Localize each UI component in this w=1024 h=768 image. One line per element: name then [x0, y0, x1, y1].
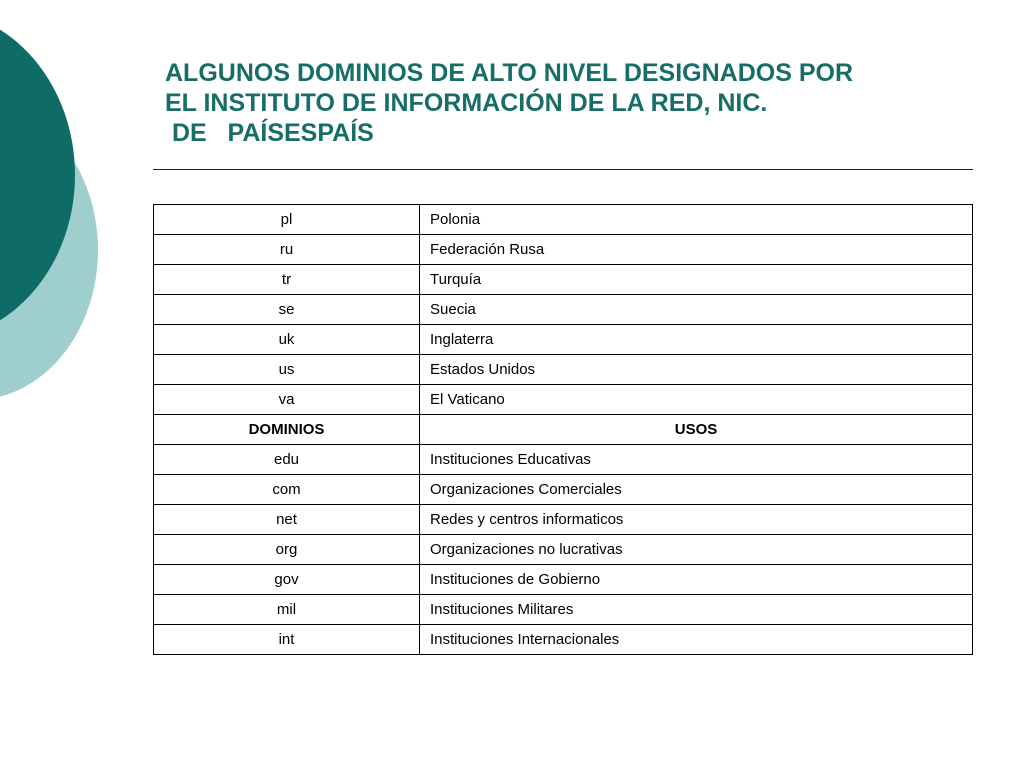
domain-code-cell: se	[154, 295, 420, 325]
table-row	[154, 505, 973, 535]
table-row	[154, 565, 973, 595]
domain-use-cell: Redes y centros informaticos	[420, 505, 973, 535]
table-row	[154, 595, 973, 625]
domain-name-cell: Federación Rusa	[420, 235, 973, 265]
domain-use-cell: Instituciones Militares	[420, 595, 973, 625]
table-row	[154, 295, 973, 325]
domain-code-cell: edu	[154, 445, 420, 475]
domain-code-cell: net	[154, 505, 420, 535]
domain-name-cell: Inglaterra	[420, 325, 973, 355]
domains-table	[153, 204, 973, 655]
table-row	[154, 625, 973, 655]
domain-use-cell: Instituciones de Gobierno	[420, 565, 973, 595]
title-line-2: EL INSTITUTO DE INFORMACIÓN DE LA RED, NIC.	[165, 89, 768, 117]
title-line-1: ALGUNOS DOMINIOS DE ALTO NIVEL DESIGNADOS POR	[165, 59, 854, 87]
table-row	[154, 205, 973, 235]
domain-use-cell: Instituciones Internacionales	[420, 625, 973, 655]
title-divider	[153, 169, 973, 170]
table-row	[154, 235, 973, 265]
domain-code-cell: mil	[154, 595, 420, 625]
table-row	[154, 535, 973, 565]
table-row	[154, 475, 973, 505]
title-line-3: DE PAÍSESPAÍS	[165, 119, 374, 147]
table-header-row	[154, 415, 973, 445]
table-row	[154, 265, 973, 295]
header-usos: USOS	[420, 415, 973, 445]
domain-code-cell: org	[154, 535, 420, 565]
domain-code-cell: tr	[154, 265, 420, 295]
table-row	[154, 445, 973, 475]
table-row	[154, 355, 973, 385]
domain-code-cell: ru	[154, 235, 420, 265]
header-dominios: DOMINIOS	[154, 415, 420, 445]
domain-code-cell: pl	[154, 205, 420, 235]
domain-code-cell: uk	[154, 325, 420, 355]
domain-name-cell: Estados Unidos	[420, 355, 973, 385]
domain-code-cell: us	[154, 355, 420, 385]
domain-name-cell: Turquía	[420, 265, 973, 295]
domain-code-cell: com	[154, 475, 420, 505]
domain-code-cell: va	[154, 385, 420, 415]
domain-use-cell: Instituciones Educativas	[420, 445, 973, 475]
domain-name-cell: El Vaticano	[420, 385, 973, 415]
domain-use-cell: Organizaciones no lucrativas	[420, 535, 973, 565]
table-row	[154, 325, 973, 355]
domain-code-cell: int	[154, 625, 420, 655]
domain-use-cell: Organizaciones Comerciales	[420, 475, 973, 505]
domain-name-cell: Polonia	[420, 205, 973, 235]
slide-title	[165, 58, 985, 148]
domain-name-cell: Suecia	[420, 295, 973, 325]
domain-code-cell: gov	[154, 565, 420, 595]
table-row	[154, 385, 973, 415]
